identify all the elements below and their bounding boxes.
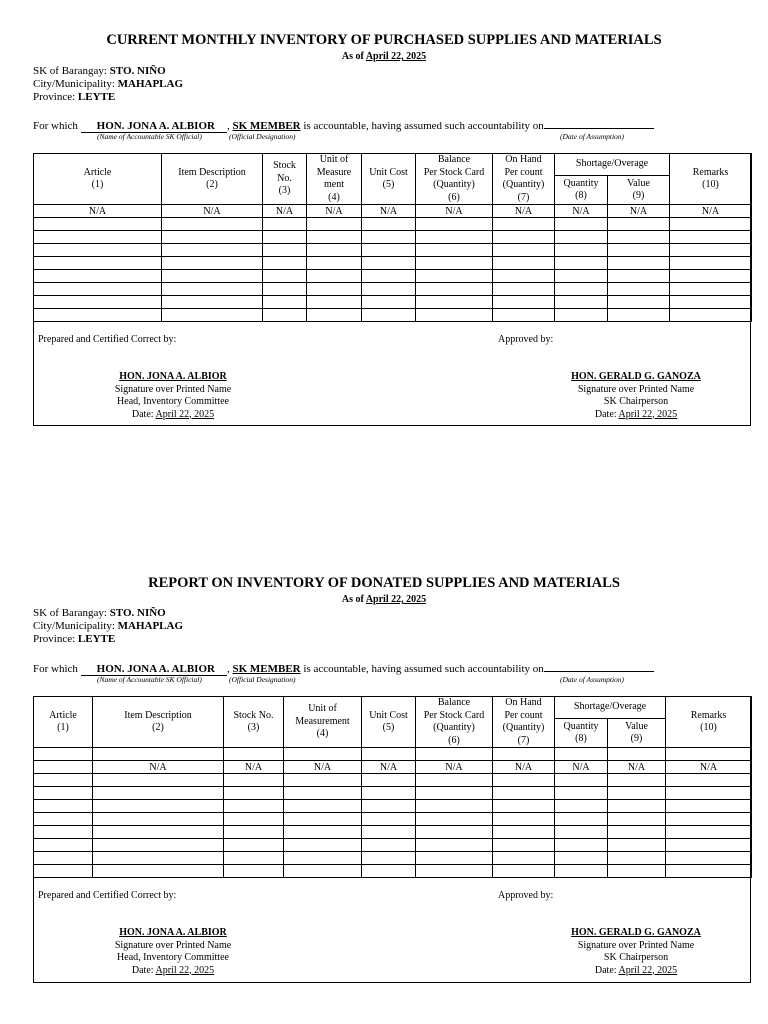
official-designation: SK MEMBER — [232, 120, 301, 132]
table-cell: N/A — [362, 205, 416, 218]
table-cell — [307, 244, 362, 257]
barangay-value: STO. NIÑO — [109, 607, 166, 619]
table-cell — [666, 787, 752, 800]
table-cell — [416, 826, 493, 839]
table-cell — [666, 839, 752, 852]
table-cell — [284, 748, 362, 761]
table-cell — [307, 231, 362, 244]
table-row — [34, 748, 752, 761]
report1-as-of: As of April 22, 2025 — [341, 51, 427, 62]
table-cell — [362, 296, 416, 309]
caption-official-name: (Name of Accountable SK Official) — [97, 675, 202, 684]
table-cell — [493, 787, 555, 800]
report1-title: CURRENT MONTHLY INVENTORY OF PURCHASED SUPPLIES AND MATERIALS — [106, 32, 662, 48]
col-item-description: Item Description (2) — [93, 697, 224, 748]
table-cell — [416, 774, 493, 787]
table-cell — [284, 800, 362, 813]
table-cell: N/A — [608, 205, 670, 218]
table-cell — [162, 270, 263, 283]
caption-date-assumption: (Date of Assumption) — [560, 675, 625, 684]
table-row — [34, 205, 752, 218]
table-row — [34, 813, 752, 826]
table-cell — [362, 813, 416, 826]
table-cell — [263, 231, 307, 244]
caption-official-name: (Name of Accountable SK Official) — [97, 132, 202, 141]
table-cell — [362, 218, 416, 231]
caption-designation: (Official Designation) — [229, 675, 296, 684]
table-row — [34, 257, 752, 270]
table-cell — [670, 296, 752, 309]
table-cell — [34, 270, 162, 283]
table-cell — [555, 826, 608, 839]
table-cell — [608, 826, 666, 839]
report1-inventory-table — [33, 153, 752, 322]
table-cell — [284, 787, 362, 800]
table-cell — [493, 852, 555, 865]
table-cell — [362, 748, 416, 761]
table-cell — [34, 296, 162, 309]
table-cell: N/A — [224, 761, 284, 774]
table-cell — [416, 813, 493, 826]
table-cell — [284, 774, 362, 787]
col-unit-of-measurement: Unit of Measurement (4) — [284, 697, 362, 748]
table-cell — [224, 800, 284, 813]
table-cell: N/A — [362, 761, 416, 774]
table-cell — [307, 270, 362, 283]
table-cell — [34, 257, 162, 270]
report2-title: REPORT ON INVENTORY OF DONATED SUPPLIES AND MATERIALS — [148, 575, 620, 591]
city-value: MAHAPLAG — [117, 620, 184, 632]
table-cell — [362, 774, 416, 787]
table-cell — [263, 296, 307, 309]
table-row — [34, 244, 752, 257]
table-cell — [608, 800, 666, 813]
table-cell — [416, 244, 493, 257]
col-balance-per-stock-card: Balance Per Stock Card (Quantity) (6) — [416, 154, 493, 205]
table-cell — [416, 839, 493, 852]
report2-inventory-table — [33, 696, 752, 878]
table-cell — [493, 865, 555, 878]
table-cell — [362, 244, 416, 257]
col-value: Value (9) — [608, 176, 670, 205]
table-cell — [93, 826, 224, 839]
table-cell — [224, 748, 284, 761]
table-cell — [34, 800, 93, 813]
table-cell — [362, 257, 416, 270]
table-cell — [416, 748, 493, 761]
table-cell — [493, 244, 555, 257]
table-cell — [666, 865, 752, 878]
table-cell — [555, 774, 608, 787]
table-cell — [34, 309, 162, 322]
table-cell — [608, 257, 670, 270]
table-cell — [608, 244, 670, 257]
table-cell — [307, 257, 362, 270]
table-cell: N/A — [162, 205, 263, 218]
date-of-assumption-blank — [544, 118, 654, 129]
table-row — [34, 218, 752, 231]
table-cell — [608, 865, 666, 878]
report2-prepared-by-label: Prepared and Certified Correct by: — [38, 890, 177, 901]
table-cell — [555, 296, 608, 309]
table-cell — [608, 748, 666, 761]
table-cell — [493, 231, 555, 244]
table-cell — [670, 231, 752, 244]
table-cell — [93, 813, 224, 826]
table-cell — [670, 270, 752, 283]
report2-approver-signature: HON. GERALD G. GANOZA Signature over Printed Name SK Chairperson Date: April 22, 2025 — [571, 927, 701, 976]
table-cell — [493, 283, 555, 296]
table-row — [34, 296, 752, 309]
table-cell — [362, 800, 416, 813]
table-cell — [555, 309, 608, 322]
table-cell — [608, 774, 666, 787]
table-cell: N/A — [34, 205, 162, 218]
table-cell — [263, 283, 307, 296]
table-cell — [555, 839, 608, 852]
table-cell — [224, 774, 284, 787]
table-cell: N/A — [608, 761, 666, 774]
table-cell — [162, 257, 263, 270]
table-cell — [263, 257, 307, 270]
col-remarks: Remarks (10) — [666, 697, 752, 748]
table-cell — [34, 231, 162, 244]
report2-as-of: As of April 22, 2025 — [341, 594, 427, 605]
table-cell — [608, 309, 670, 322]
table-cell — [224, 813, 284, 826]
col-on-hand-per-count: On Hand Per count (Quantity) (7) — [493, 697, 555, 748]
table-cell: N/A — [493, 205, 555, 218]
table-cell — [416, 800, 493, 813]
table-cell — [608, 813, 666, 826]
table-cell — [555, 813, 608, 826]
table-cell: N/A — [416, 761, 493, 774]
col-quantity: Quantity (8) — [555, 719, 608, 748]
col-unit-cost: Unit Cost (5) — [362, 697, 416, 748]
table-cell: N/A — [493, 761, 555, 774]
table-cell — [93, 839, 224, 852]
table-cell — [493, 309, 555, 322]
table-cell — [608, 231, 670, 244]
report1-as-of-date: April 22, 2025 — [365, 51, 427, 62]
table-cell — [362, 787, 416, 800]
table-cell — [666, 826, 752, 839]
table-cell — [162, 283, 263, 296]
col-unit-of-measurement: Unit of Measure ment (4) — [307, 154, 362, 205]
table-cell — [34, 826, 93, 839]
table-cell — [34, 748, 93, 761]
table-cell — [224, 865, 284, 878]
report2-preparer-signature: HON. JONA A. ALBIOR Signature over Printed Name Head, Inventory Committee Date: April 22, 2025 — [114, 927, 232, 976]
table-row — [34, 826, 752, 839]
col-value: Value (9) — [608, 719, 666, 748]
table-cell — [93, 852, 224, 865]
table-cell — [416, 270, 493, 283]
table-row — [34, 839, 752, 852]
table-cell — [493, 774, 555, 787]
caption-designation: (Official Designation) — [229, 132, 296, 141]
table-cell — [34, 852, 93, 865]
table-cell — [307, 296, 362, 309]
table-cell — [362, 865, 416, 878]
table-cell — [670, 244, 752, 257]
table-cell — [224, 826, 284, 839]
table-cell — [284, 826, 362, 839]
table-cell — [670, 309, 752, 322]
col-article: Article (1) — [34, 697, 93, 748]
accountable-official-name: HON. JONA A. ALBIOR — [81, 663, 227, 676]
table-cell — [493, 257, 555, 270]
date-of-assumption-blank — [544, 661, 654, 672]
table-cell — [34, 839, 93, 852]
table-row — [34, 787, 752, 800]
table-cell — [34, 283, 162, 296]
table-cell — [362, 826, 416, 839]
province-value: LEYTE — [77, 91, 116, 103]
table-cell — [493, 826, 555, 839]
table-cell — [34, 244, 162, 257]
table-cell — [493, 296, 555, 309]
table-cell — [666, 852, 752, 865]
table-cell — [93, 787, 224, 800]
table-cell — [670, 257, 752, 270]
table-cell — [284, 865, 362, 878]
col-item-description: Item Description (2) — [162, 154, 263, 205]
table-cell — [263, 309, 307, 322]
table-cell — [34, 865, 93, 878]
table-cell — [555, 283, 608, 296]
table-row — [34, 270, 752, 283]
table-cell — [555, 231, 608, 244]
table-cell: N/A — [555, 205, 608, 218]
report1-preparer-signature: HON. JONA A. ALBIOR Signature over Printed Name Head, Inventory Committee Date: April 22, 2025 — [114, 371, 232, 420]
table-cell — [555, 270, 608, 283]
table-cell — [362, 283, 416, 296]
col-stock-no: Stock No. (3) — [263, 154, 307, 205]
table-cell — [416, 309, 493, 322]
table-cell — [493, 748, 555, 761]
table-cell — [34, 218, 162, 231]
table-cell — [224, 787, 284, 800]
table-cell — [670, 218, 752, 231]
report2-as-of-date: April 22, 2025 — [365, 594, 427, 605]
city-value: MAHAPLAG — [117, 78, 184, 90]
col-article: Article (1) — [34, 154, 162, 205]
table-cell — [416, 257, 493, 270]
table-row — [34, 231, 752, 244]
table-cell — [555, 865, 608, 878]
table-cell: N/A — [307, 205, 362, 218]
caption-date-assumption: (Date of Assumption) — [560, 132, 625, 141]
table-cell — [34, 787, 93, 800]
table-cell — [416, 283, 493, 296]
table-cell — [555, 787, 608, 800]
accountable-official-name: HON. JONA A. ALBIOR — [81, 120, 227, 133]
table-cell — [416, 218, 493, 231]
table-cell — [93, 865, 224, 878]
province-value: LEYTE — [77, 633, 116, 645]
table-cell — [416, 296, 493, 309]
col-shortage-overage: Shortage/Overage — [555, 697, 666, 719]
table-cell — [362, 309, 416, 322]
table-cell — [555, 852, 608, 865]
table-cell — [493, 839, 555, 852]
table-cell — [608, 787, 666, 800]
table-cell — [162, 309, 263, 322]
report2-approved-by-label: Approved by: — [498, 890, 554, 901]
table-cell — [162, 296, 263, 309]
table-cell — [493, 218, 555, 231]
table-cell — [224, 839, 284, 852]
table-cell — [666, 774, 752, 787]
table-cell — [34, 813, 93, 826]
table-row — [34, 800, 752, 813]
table-cell — [416, 865, 493, 878]
table-cell: N/A — [416, 205, 493, 218]
table-cell — [263, 218, 307, 231]
report1-prepared-by-label: Prepared and Certified Correct by: — [38, 334, 177, 345]
col-on-hand-per-count: On Hand Per count (Quantity) (7) — [493, 154, 555, 205]
table-cell — [362, 231, 416, 244]
table-row — [34, 761, 752, 774]
table-cell — [555, 244, 608, 257]
table-cell — [93, 748, 224, 761]
report1-accountability-line: For which HON. JONA A. ALBIOR , SK MEMBER is accountable, having assumed such accountability on — [33, 118, 654, 133]
table-cell — [362, 270, 416, 283]
table-cell — [307, 218, 362, 231]
report1-header-info: SK of Barangay: STO. NIÑO City/Municipality: MAHAPLAG Province: LEYTE — [33, 65, 184, 103]
barangay-value: STO. NIÑO — [109, 65, 166, 77]
table-cell — [263, 270, 307, 283]
table-cell: N/A — [670, 205, 752, 218]
table-cell — [34, 761, 93, 774]
table-cell — [666, 748, 752, 761]
table-row — [34, 865, 752, 878]
table-cell — [666, 813, 752, 826]
table-cell — [608, 296, 670, 309]
table-cell — [493, 813, 555, 826]
table-row — [34, 283, 752, 296]
table-cell: N/A — [555, 761, 608, 774]
table-cell — [555, 800, 608, 813]
report2-accountability-line: For which HON. JONA A. ALBIOR , SK MEMBER is accountable, having assumed such accountability on — [33, 661, 654, 676]
table-row — [34, 852, 752, 865]
table-cell: N/A — [666, 761, 752, 774]
col-remarks: Remarks (10) — [670, 154, 752, 205]
table-cell — [263, 244, 307, 257]
col-stock-no: Stock No. (3) — [224, 697, 284, 748]
table-cell — [284, 839, 362, 852]
table-cell — [284, 852, 362, 865]
table-cell — [162, 231, 263, 244]
table-row — [34, 774, 752, 787]
table-row — [34, 309, 752, 322]
table-cell: N/A — [93, 761, 224, 774]
table-cell — [670, 283, 752, 296]
official-designation: SK MEMBER — [232, 663, 301, 675]
table-cell — [608, 270, 670, 283]
col-shortage-overage: Shortage/Overage — [555, 154, 670, 176]
table-cell — [493, 800, 555, 813]
table-cell — [362, 852, 416, 865]
table-cell — [608, 283, 670, 296]
table-cell — [555, 257, 608, 270]
report2-header-info: SK of Barangay: STO. NIÑO City/Municipality: MAHAPLAG Province: LEYTE — [33, 607, 184, 645]
table-cell — [493, 270, 555, 283]
table-cell — [555, 218, 608, 231]
table-cell — [608, 218, 670, 231]
table-cell — [307, 309, 362, 322]
table-cell — [34, 774, 93, 787]
col-quantity: Quantity (8) — [555, 176, 608, 205]
table-cell — [416, 231, 493, 244]
table-cell — [162, 244, 263, 257]
table-cell — [93, 800, 224, 813]
table-cell — [666, 800, 752, 813]
table-cell — [284, 813, 362, 826]
table-cell: N/A — [284, 761, 362, 774]
table-cell — [362, 839, 416, 852]
table-cell: N/A — [263, 205, 307, 218]
table-cell — [416, 787, 493, 800]
col-balance-per-stock-card: Balance Per Stock Card (Quantity) (6) — [416, 697, 493, 748]
col-unit-cost: Unit Cost (5) — [362, 154, 416, 205]
table-cell — [162, 218, 263, 231]
table-cell — [224, 852, 284, 865]
report1-approver-signature: HON. GERALD G. GANOZA Signature over Printed Name SK Chairperson Date: April 22, 2025 — [571, 371, 701, 420]
table-cell — [555, 748, 608, 761]
table-cell — [416, 852, 493, 865]
report1-approved-by-label: Approved by: — [498, 334, 554, 345]
table-cell — [608, 839, 666, 852]
table-cell — [307, 283, 362, 296]
table-cell — [93, 774, 224, 787]
table-cell — [608, 852, 666, 865]
